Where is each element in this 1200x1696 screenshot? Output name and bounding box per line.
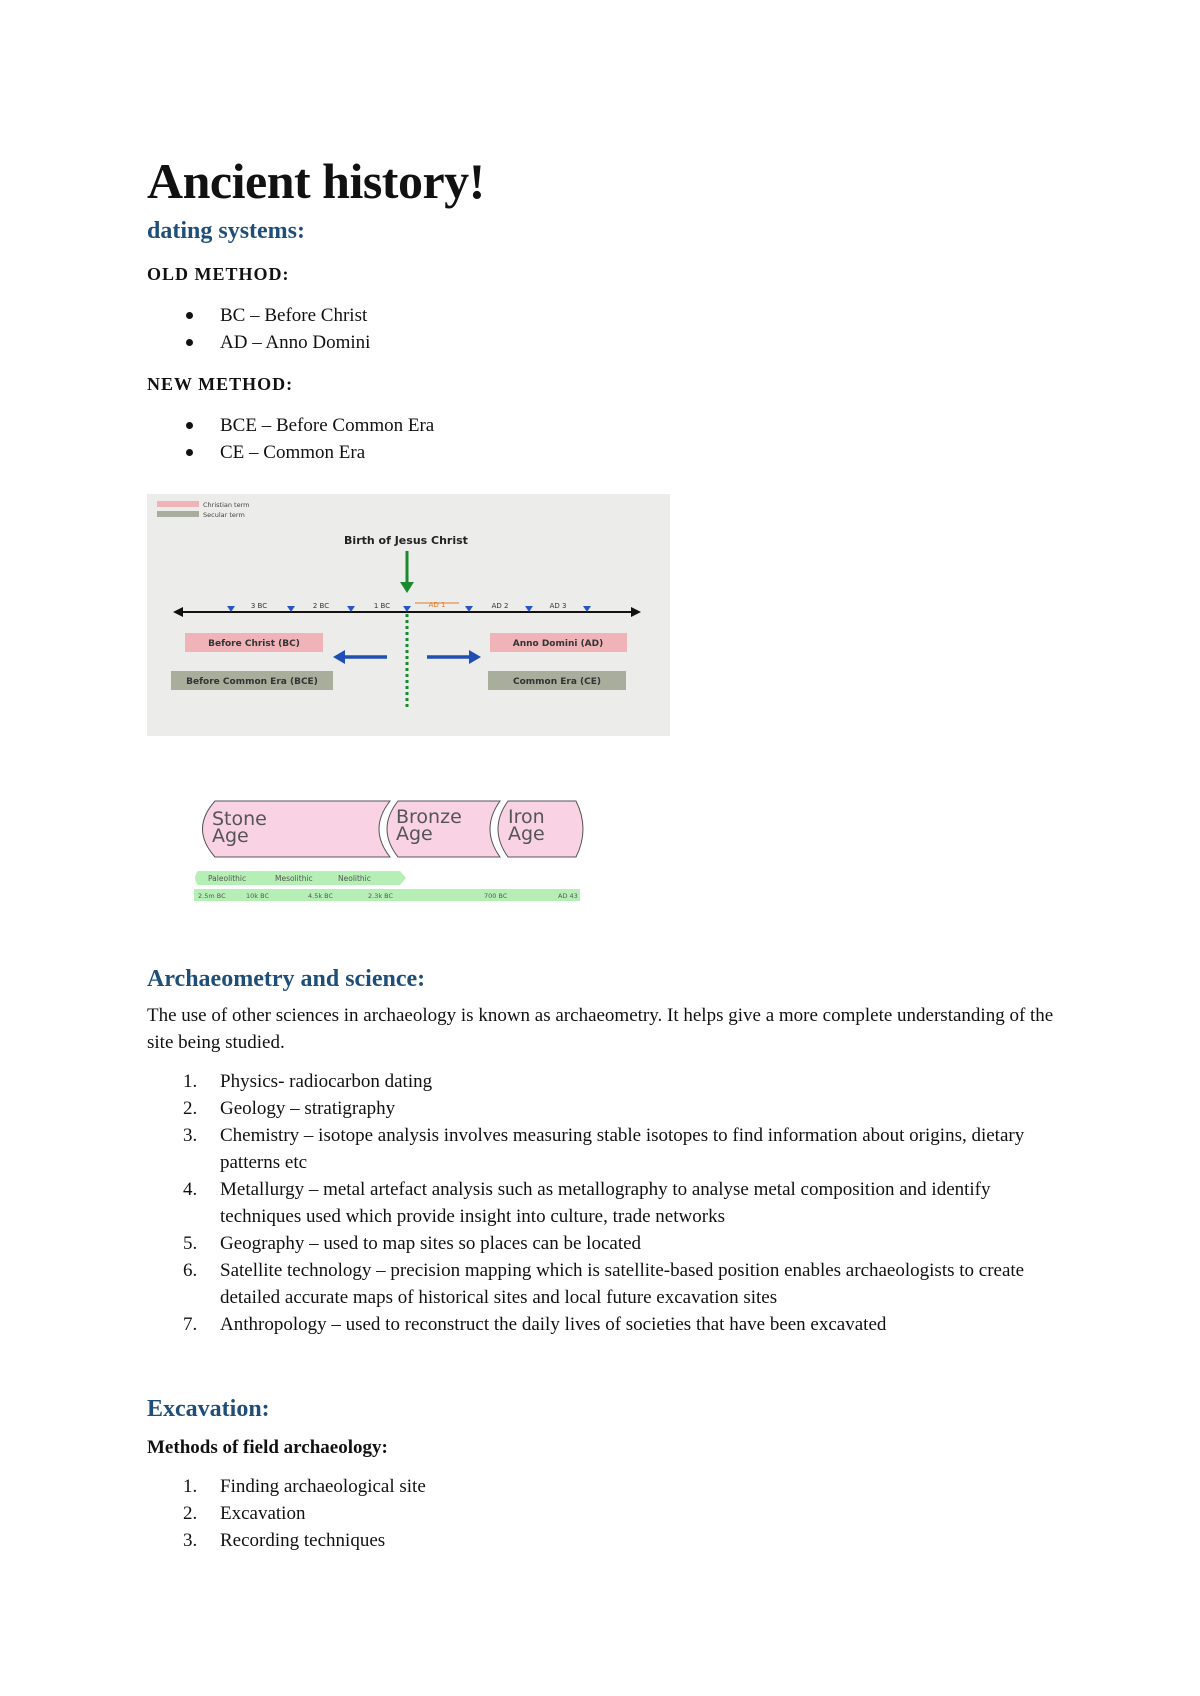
ad-label: Anno Domini (AD) [512,639,604,649]
legend-christian-swatch [157,501,199,507]
excavation-heading: Excavation: [147,1396,270,1422]
period-label: Mesolithic [275,874,313,883]
list-item: 7. Anthropology – used to reconstruct the daily lives of societies that have been excavated [183,1314,887,1335]
archaeometry-section [147,962,1067,1338]
tick-label: AD 1 [428,601,446,609]
list-item: 2. Excavation [183,1503,306,1524]
bce-label: Before Common Era (BCE) [186,677,318,687]
bronze-label-line1: Bronze [396,806,462,828]
ce-label: Common Era (CE) [512,677,602,687]
list-item: 2. Geology – stratigraphy [183,1098,396,1119]
list-item: 3. Recording techniques [183,1530,386,1551]
excavation-section [147,1392,1067,1554]
period-label: Paleolithic [208,874,247,883]
legend-secular-swatch [157,511,199,517]
tick-label: AD 2 [491,602,509,610]
archaeometry-intro: The use of other sciences in archaeology is known as archaeometry. It helps give a more complete understanding of the site being studied. [147,1005,1054,1053]
list-item: BC – Before Christ [147,302,1067,329]
dating-heading: dating systems: [147,218,306,244]
archaeometry-list [147,1068,1067,1338]
date-label: 2.3k BC [368,892,394,900]
bullet-icon [186,339,193,346]
excavation-list [147,1473,1067,1554]
bullet-icon [186,422,193,429]
iron-label-line2: Age [508,823,545,845]
tick-label: 2 BC [312,602,330,610]
page-title: Ancient history! [147,153,485,209]
list-item: 6. Satellite technology – precision mapping which is satellite-based position enables archaeologists to create detailed accurate maps of historical sites and local future excavation sites [183,1260,1025,1308]
list-item: BCE – Before Common Era [147,412,1067,439]
legend-christian-label: Christian term [203,501,250,509]
bullet-icon [186,312,193,319]
iron-label-line1: Iron [508,806,545,828]
date-label: 700 BC [484,892,508,900]
list-item: 1. Physics- radiocarbon dating [183,1071,433,1092]
methods-label: Methods of field archaeology: [147,1437,388,1458]
archaeometry-heading: Archaeometry and science: [147,966,426,992]
old-method-label: OLD METHOD: [147,264,290,284]
old-method-list [147,302,1067,356]
list-item: 5. Geography – used to map sites so places can be located [183,1233,642,1254]
tick-label: 3 BC [250,602,268,610]
stone-label-line2: Age [212,825,249,847]
list-item: 3. Chemistry – isotope analysis involves measuring stable isotopes to find information about origins, dietary patterns etc [183,1125,1025,1173]
list-item: AD – Anno Domini [147,329,1067,356]
bc-ad-timeline-figure [147,494,670,736]
dating-section [147,150,1067,466]
list-item: 4. Metallurgy – metal artefact analysis such as metallography to analyse metal composition and identify techniques used which provide insight into culture, trade networks [183,1179,991,1227]
period-label: Neolithic [338,874,371,883]
new-method-label: NEW METHOD: [147,374,294,394]
birth-of-jesus-label: Birth of Jesus Christ [344,534,468,547]
date-label: AD 43 [558,892,578,900]
bullet-icon [186,449,193,456]
bc-label: Before Christ (BC) [208,639,300,649]
tick-label: AD 3 [549,602,567,610]
list-item: CE – Common Era [147,439,1067,466]
legend-secular-label: Secular term [203,511,245,519]
ages-figure [190,795,590,910]
date-label: 10k BC [246,892,269,900]
tick-label: 1 BC [373,602,391,610]
bronze-label-line2: Age [396,823,433,845]
stone-label-line1: Stone [212,808,267,830]
date-label: 2.5m BC [198,892,226,900]
new-method-list [147,412,1067,466]
list-item: 1. Finding archaeological site [183,1476,426,1497]
date-label: 4.5k BC [308,892,334,900]
